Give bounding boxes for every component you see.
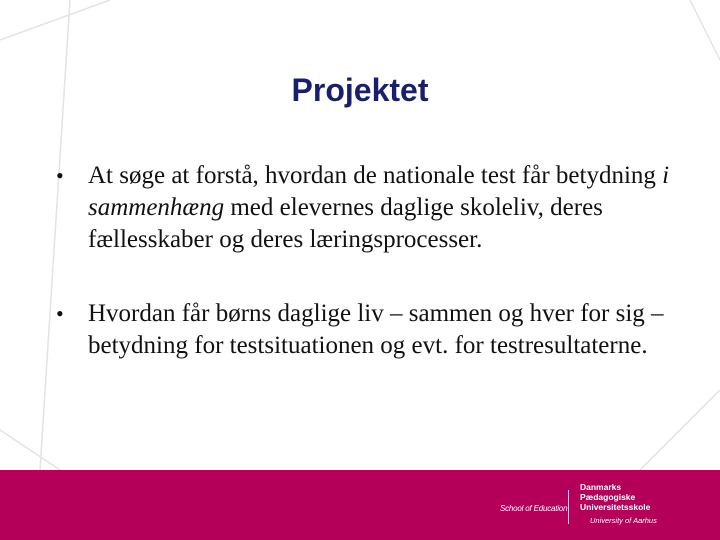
bullet-marker: • bbox=[56, 163, 64, 188]
bullet-text: Hvordan får børns daglige liv – sammen og hver for sig – betydning for testsituationen og evt. for testresultaterne. bbox=[88, 300, 664, 359]
bullet-text: At søge at forstå, hvordan de nationale test får betydning bbox=[88, 162, 663, 189]
logo-university-text: University of Aarhus bbox=[590, 516, 657, 525]
bullet-emphasis: i sammenhæng bbox=[88, 162, 670, 221]
logo-name-line: Pædagogiske bbox=[580, 492, 636, 502]
logo-divider bbox=[568, 490, 569, 524]
logo-name-line: Danmarks bbox=[580, 482, 622, 492]
logo-name bbox=[580, 482, 700, 512]
bullet-item bbox=[52, 298, 672, 362]
bullet-text-continued: med elevernes daglige skoleliv, deres fællesskaber og deres læringsprocesser. bbox=[88, 194, 603, 253]
bullet-list bbox=[52, 160, 672, 404]
bullet-marker: • bbox=[56, 301, 64, 326]
footer-band bbox=[0, 470, 720, 540]
slide-title: Projektet bbox=[291, 72, 429, 108]
logo-name-line: Universitetsskole bbox=[580, 502, 651, 512]
logo-school-text: School of Education bbox=[500, 504, 568, 513]
university-logo bbox=[500, 482, 700, 534]
bullet-item bbox=[52, 160, 672, 256]
